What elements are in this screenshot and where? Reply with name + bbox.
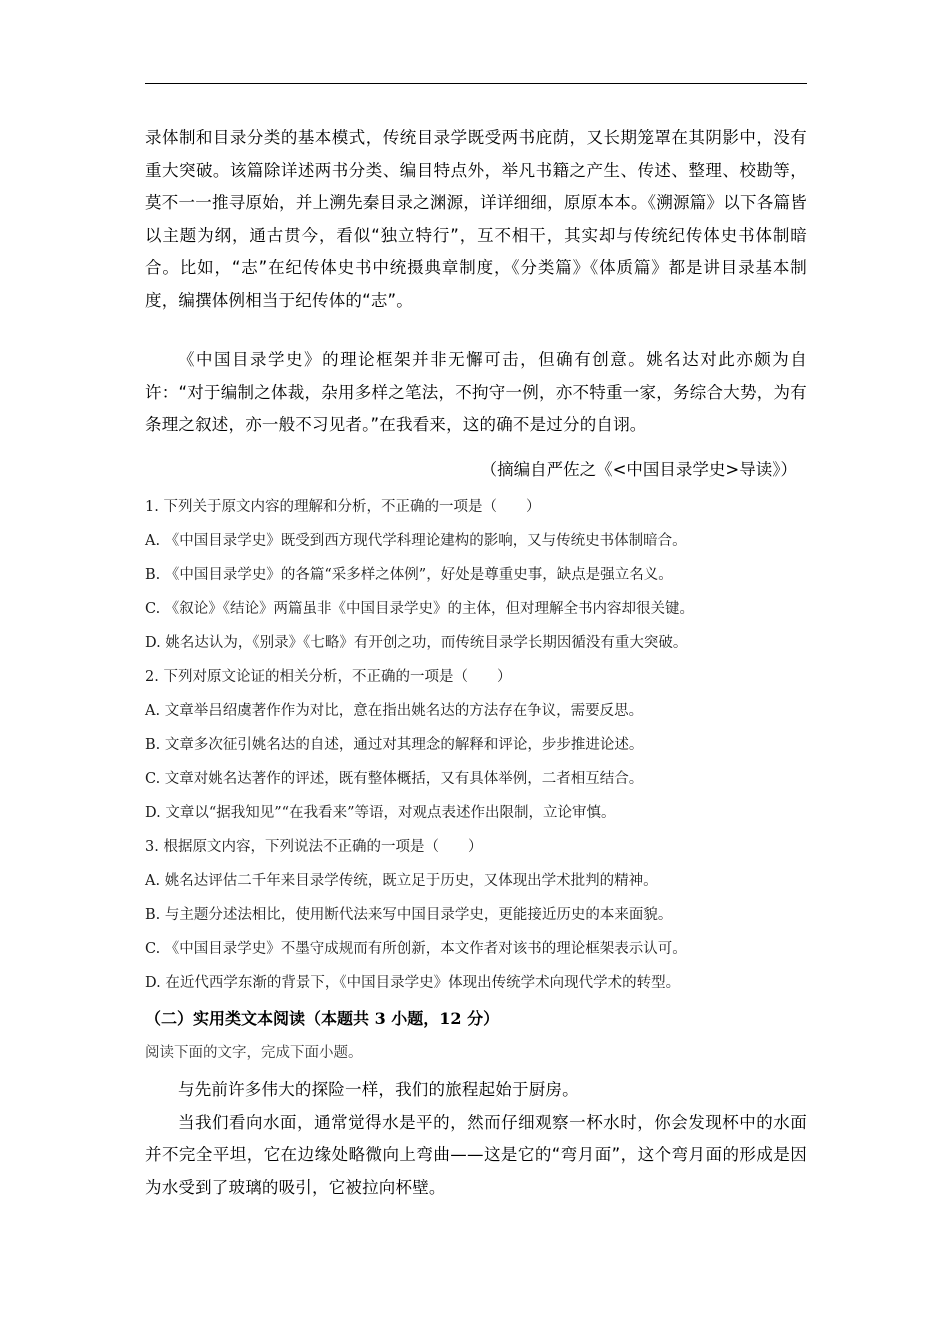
question-list	[145, 490, 807, 1000]
option-b[interactable]: B. 文章多次征引姚名达的自述，通过对其理念的解释和评论，步步推进论述。	[145, 737, 644, 753]
passage-two	[145, 1074, 807, 1204]
option-a[interactable]: A. 姚名达评估二千年来目录学传统，既立足于历史，又体现出学术批判的精神。	[145, 873, 658, 889]
question-2	[145, 660, 807, 830]
section-heading: （二）实用类文本阅读（本题共 3 小题，12 分）	[145, 1009, 500, 1028]
paragraph-text: 与先前许多伟大的探险一样，我们的旅程起始于厨房。	[178, 1080, 579, 1099]
option-d[interactable]: D. 文章以“据我知见”“在我看来”等语，对观点表述作出限制，立论审慎。	[145, 805, 616, 821]
paragraph-text: 录体制和目录分类的基本模式，传统目录学既受两书庇荫，又长期笼罩在其阴影中，没有重大突破。该篇除详述两书分类、编目特点外，举凡书籍之产生、传述、整理、校勘等，莫不一一推寻原始，并上溯先秦目录之渊源，详详细细，原原本本。《溯源篇》以下各篇皆以主题为纲，通古贯今，看似“独立特行”，互不相干，其实却与传统纪传体史书体制暗合。比如，“志”在纪传体史书中统摄典章制度，《分类篇》《体质篇》都是讲目录基本制度，编撰体例相当于纪传体的“志”。	[145, 128, 807, 310]
source-citation: （摘编自严佐之《<中国目录学史>导读》）	[480, 460, 797, 479]
option-d[interactable]: D. 在近代西学东渐的背景下，《中国目录学史》体现出传统学术向现代学术的转型。	[145, 975, 681, 991]
option-c[interactable]: C. 《中国目录学史》不墨守成规而有所创新，本文作者对该书的理论框架表示认可。	[145, 941, 687, 957]
page-header-rule	[145, 83, 807, 84]
question-stem: 3. 根据原文内容，下列说法不正确的一项是（ ）	[145, 839, 483, 855]
option-a[interactable]: A. 文章举吕绍虞著作作为对比，意在指出姚名达的方法存在争议，需要反思。	[145, 703, 644, 719]
option-a[interactable]: A. 《中国目录学史》既受到西方现代学科理论建构的影响，又与传统史书体制暗合。	[145, 533, 687, 549]
passage-one-final	[145, 344, 807, 442]
option-b[interactable]: B. 《中国目录学史》的各篇“采多样之体例”，好处是尊重史事，缺点是强立名义。	[145, 567, 673, 583]
option-c[interactable]: C. 文章对姚名达著作的评述，既有整体概括，又有具体举例，二者相互结合。	[145, 771, 644, 787]
question-1	[145, 490, 807, 660]
question-stem: 1. 下列关于原文内容的理解和分析，不正确的一项是（ ）	[145, 499, 541, 515]
passage-one-continuation	[145, 122, 807, 317]
paragraph-text: 《中国目录学史》的理论框架并非无懈可击，但确有创意。姚名达对此亦颇为自许：“对于编制之体裁，杂用多样之笔法，不拘守一例，亦不特重一家，务综合大势，为有条理之叙述，亦一般不习见者。”在我看来，这的确不是过分的自诩。	[145, 350, 807, 434]
option-c[interactable]: C. 《叙论》《结论》两篇虽非《中国目录学史》的主体，但对理解全书内容却很关键。	[145, 601, 695, 617]
question-3	[145, 830, 807, 1000]
option-b[interactable]: B. 与主题分述法相比，使用断代法来写中国目录学史，更能接近历史的本来面貌。	[145, 907, 673, 923]
option-d[interactable]: D. 姚名达认为，《别录》《七略》有开创之功，而传统目录学长期因循没有重大突破。	[145, 635, 688, 651]
question-stem: 2. 下列对原文论证的相关分析，不正确的一项是（ ）	[145, 669, 512, 685]
section-instruction: 阅读下面的文字，完成下面小题。	[145, 1045, 363, 1061]
paragraph-text: 当我们看向水面，通常觉得水是平的，然而仔细观察一杯水时，你会发现杯中的水面并不完全平坦，它在边缘处略微向上弯曲——这是它的“弯月面”，这个弯月面的形成是因为水受到了玻璃的吸引，它被拉向杯壁。	[145, 1112, 807, 1197]
